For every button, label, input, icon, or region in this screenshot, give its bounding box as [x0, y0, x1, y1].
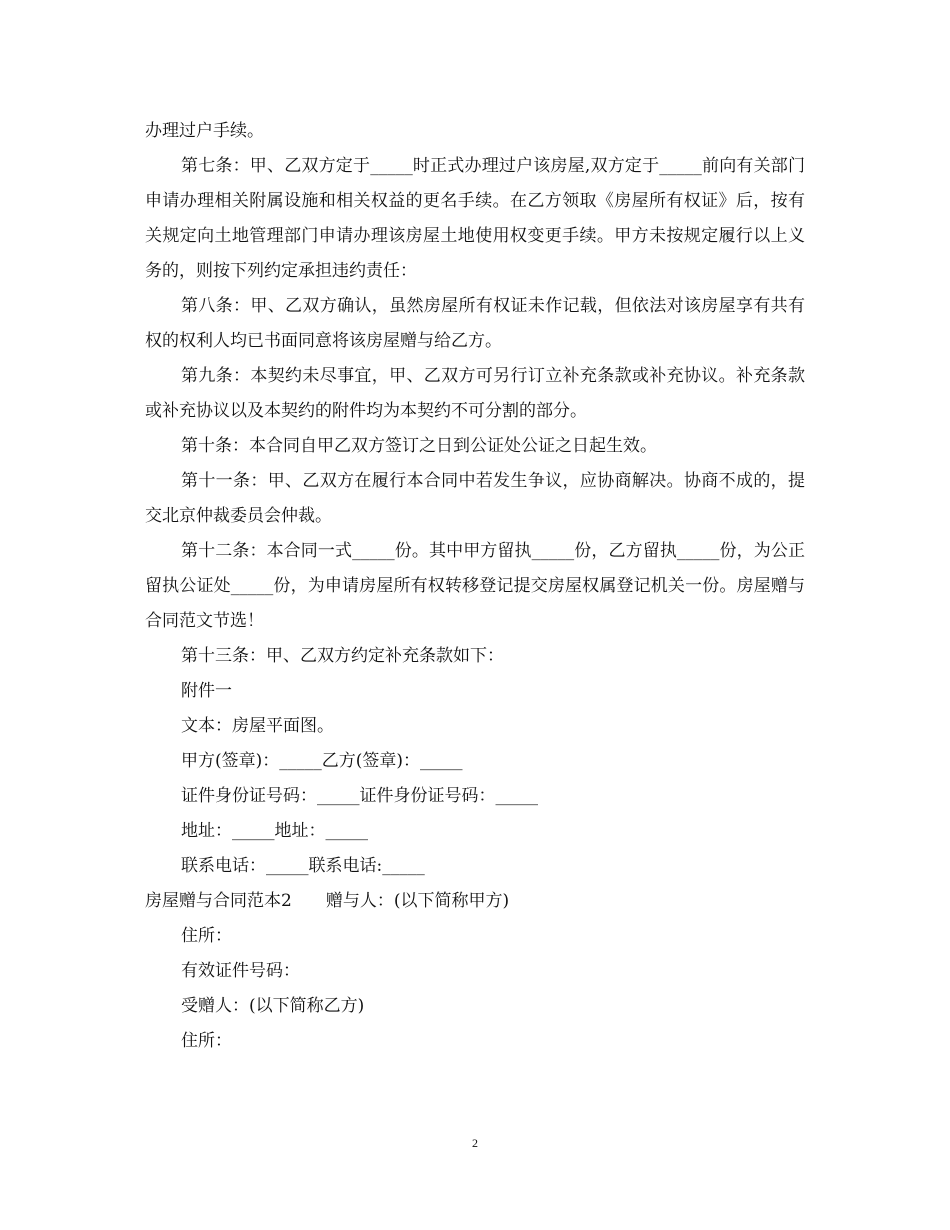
template-2-title: 房屋赠与合同范本2 赠与人：(以下简称甲方)	[145, 891, 510, 911]
article-9: 第九条：本契约未尽事宜，甲、乙双方可另行订立补充条款或补充协议。补充条款或补充协议以及本契约的附件均为本契约不可分割的部分。	[145, 366, 805, 421]
article-10: 第十条：本合同自甲乙双方签订之日到公证处公证之日起生效。	[181, 436, 657, 456]
id-number-line: 证件身份证号码：_____证件身份证号码：_____	[181, 786, 538, 806]
attachment-text: 文本：房屋平面图。	[181, 716, 334, 736]
attachment-heading: 附件一	[181, 681, 232, 701]
signature-line: 甲方(签章)：_____乙方(签章)：_____	[181, 751, 463, 771]
address-line: 地址：_____地址：_____	[181, 821, 368, 841]
article-11: 第十一条：甲、乙双方在履行本合同中若发生争议，应协商解决。协商不成的，提交北京仲裁委员会仲裁。	[145, 471, 805, 526]
article-12: 第十二条：本合同一式_____份。其中甲方留执_____份，乙方留执_____份，为公正留执公证处_____份，为申请房屋所有权转移登记提交房屋权属登记机关一份。房屋赠与合同范文节选！	[145, 541, 805, 631]
donor-residence: 住所：	[181, 926, 232, 946]
phone-line: 联系电话：_____联系电话:_____	[181, 856, 425, 876]
donor-id-number: 有效证件号码：	[181, 961, 300, 981]
article-13: 第十三条：甲、乙双方约定补充条款如下：	[181, 646, 504, 666]
article-8: 第八条：甲、乙双方确认，虽然房屋所有权证未作记载，但依法对该房屋享有共有权的权利人均已书面同意将该房屋赠与给乙方。	[145, 296, 805, 351]
paragraph-continuation: 办理过户手续。	[145, 121, 264, 141]
donee-residence: 住所：	[181, 1031, 232, 1051]
donee-label: 受赠人：(以下简称乙方)	[181, 996, 365, 1016]
article-7: 第七条：甲、乙双方定于_____时正式办理过户该房屋,双方定于_____前向有关部门申请办理相关附属设施和相关权益的更名手续。在乙方领取《房屋所有权证》后，按有关规定向土地管理部门申请办理该房屋土地使用权变更手续。甲方未按规定履行以上义务的，则按下列约定承担违约责任：	[145, 156, 805, 281]
page-number: 2	[472, 1136, 478, 1150]
document-body	[145, 114, 805, 1059]
